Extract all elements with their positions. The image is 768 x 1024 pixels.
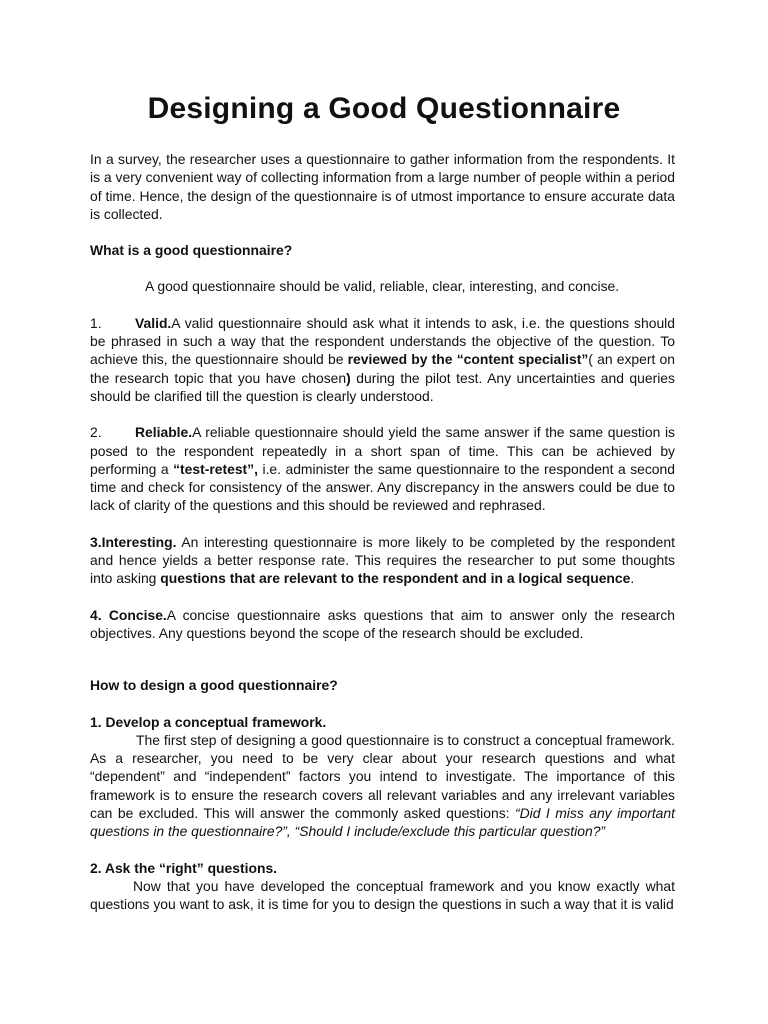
valid-bold-2: ) — [346, 369, 351, 386]
reliable-term: Reliable. — [135, 424, 193, 441]
reliable-text-1: A reliable questionnaire should yield the same answer if the same question is posed to the respondent repeatedly in a short span of time. This can be achieved by performing a — [90, 424, 675, 477]
step2-text-1: Now that you have developed the conceptual framework and you know exactly what questions you want to ask, it is time for you to design the questions in such a way that it is valid — [90, 877, 675, 913]
step1-paragraph — [90, 731, 675, 841]
valid-term: Valid. — [135, 314, 172, 331]
reliable-number: 2. — [90, 424, 102, 441]
valid-paragraph — [90, 314, 675, 405]
intro-paragraph: In a survey, the researcher uses a questionnaire to gather information from the respondents. It is a very convenient way of collecting information from a large number of people within a period of time. Hence, the design of the questionnaire is of utmost importance to ensure accurate data is collected. — [90, 151, 675, 222]
step1-text-1: The first step of designing a good questionnaire is to construct a conceptual framework. As a researcher, you need to be very clear about your research questions and what “dependent” and “independent” factors you intend to investigate. The importance of this framework is to ensure the research covers all relevant variables and any irrelevant variables can be excluded. This will answer the commonly asked questions: — [90, 731, 675, 822]
valid-bold-1: reviewed by the “content specialist” — [347, 351, 589, 368]
interesting-text-2: . — [630, 570, 635, 587]
concise-paragraph — [90, 606, 675, 643]
concise-term: 4. Concise. — [90, 606, 167, 623]
reliable-bold-1: “test-retest”, — [173, 460, 258, 477]
interesting-bold-1: questions that are relevant to the respondent and in a logical sequence — [160, 570, 631, 587]
step2-paragraph — [90, 877, 675, 914]
valid-text-3: during the pilot test. Any uncertainties and queries should be clarified till the question is clearly understood. — [90, 369, 675, 404]
reliable-text-2: i.e. administer the same questionnaire to the respondent a second time and check for consistency of the answer. Any discrepancy in the answers could be due to lack of clarity of the questions and this should be reviewed and rephrased. — [90, 460, 675, 514]
interesting-term: 3.Interesting. — [90, 533, 177, 550]
page-title: Designing a Good Questionnaire — [147, 92, 621, 125]
document-body — [90, 150, 675, 914]
concise-text-1: A concise questionnaire asks questions that aim to answer only the research objectives. Any questions beyond the scope of the research should be excluded. — [90, 606, 675, 641]
valid-text-2: ( an expert on the research topic that you have chosen — [90, 351, 675, 386]
interesting-paragraph — [90, 533, 675, 588]
step1-heading: 1. Develop a conceptual framework. — [90, 713, 327, 730]
valid-number: 1. — [90, 314, 102, 331]
valid-text-1: A valid questionnaire should ask what it intends to ask, i.e. the questions should be phrased in such a way that the respondent understands the objective of the question. To achieve this, the questionnaire should be — [90, 314, 675, 368]
interesting-text-1: An interesting questionnaire is more likely to be completed by the respondent and hence yields a better response rate. This requires the researcher to put some thoughts into asking — [90, 533, 675, 587]
step1-italic-1: “Did I miss any important questions in the questionnaire?”, “Should I include/exclude this particular question?” — [90, 805, 675, 840]
heading-how-to: How to design a good questionnaire? — [90, 677, 338, 694]
heading-what-is: What is a good questionnaire? — [90, 242, 293, 259]
step2-heading: 2. Ask the “right” questions. — [90, 859, 278, 876]
reliable-paragraph — [90, 423, 675, 514]
summary-paragraph: A good questionnaire should be valid, reliable, clear, interesting, and concise. — [145, 278, 620, 295]
